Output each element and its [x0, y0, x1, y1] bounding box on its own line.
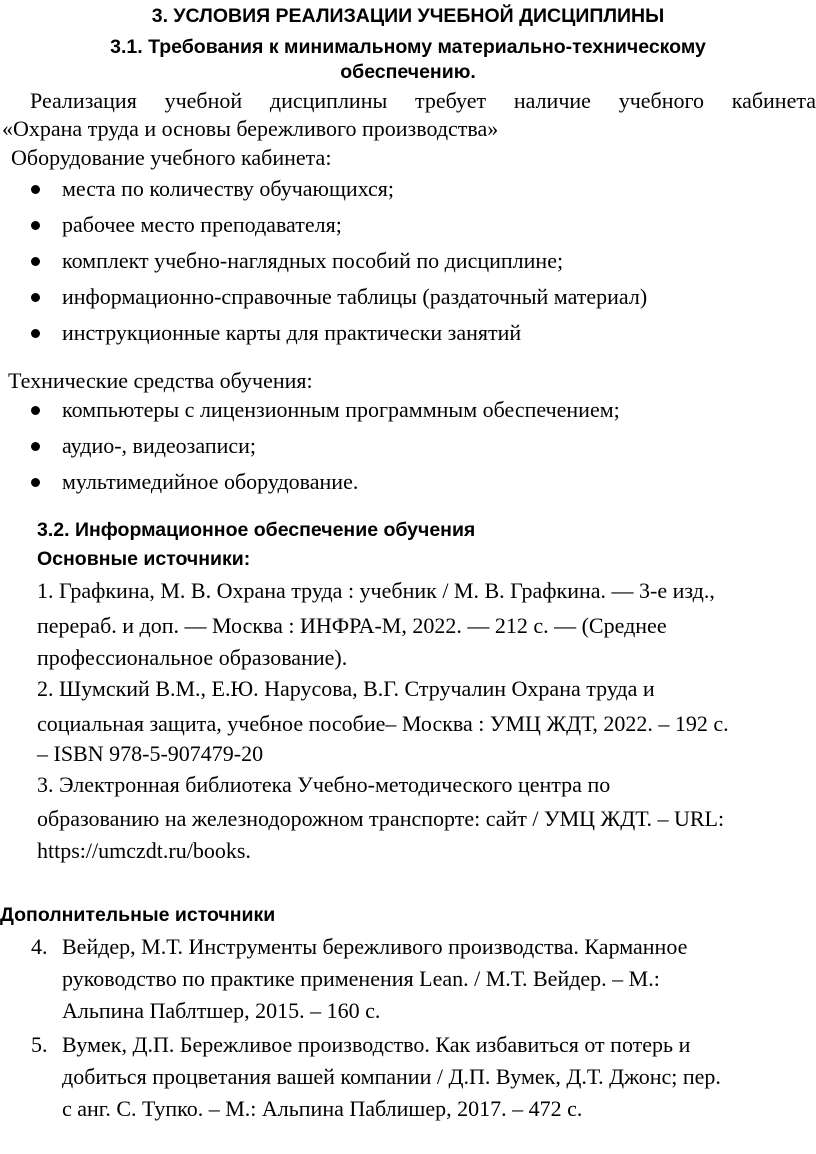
bullet-icon — [31, 293, 40, 302]
bullet-icon — [31, 329, 40, 338]
source-line: добиться процветания вашей компании / Д.П. Вумек, Д.Т. Джонс; пер. — [62, 1064, 721, 1089]
tech-heading: Технические средства обучения: — [8, 368, 313, 393]
bullet-icon — [31, 221, 40, 230]
tech-list — [0, 397, 620, 505]
subsection-3-2-title: 3.2. Информационное обеспечение обучения — [37, 519, 476, 541]
equipment-heading: Оборудование учебного кабинета: — [11, 145, 332, 170]
list-item: места по количеству обучающихся; — [0, 176, 647, 212]
intro-word: кабинета — [731, 88, 816, 113]
main-source-line: социальная защита, учебное пособие– Москва : УМЦ ЖДТ, 2022. – 192 с. — [37, 711, 729, 736]
main-source-line: перераб. и доп. — Москва : ИНФРА-М, 2022. — 212 с. — (Среднее — [37, 613, 667, 638]
equipment-list — [0, 176, 647, 356]
main-source-line: 3. Электронная библиотека Учебно-методического центра по — [37, 772, 611, 797]
bullet-icon — [31, 257, 40, 266]
main-source-line: https://umczdt.ru/books. — [37, 838, 251, 863]
list-item: информационно-справочные таблицы (раздаточный материал) — [0, 284, 647, 320]
list-item: компьютеры с лицензионным программным обеспечением; — [0, 397, 620, 433]
intro-paragraph-line-2: «Охрана труда и основы бережливого производства» — [2, 116, 499, 141]
source-line: руководство по практике применения Lean. / М.Т. Вейдер. – М.: — [62, 966, 660, 991]
main-sources-heading: Основные источники: — [37, 548, 251, 570]
main-source-line: – ISBN 978-5-907479-20 — [37, 741, 264, 766]
main-source-line: образованию на железнодорожном транспорте: сайт / УМЦ ЖДТ. – URL: — [37, 806, 725, 831]
bullet-icon — [31, 442, 40, 451]
intro-word: требует — [415, 88, 487, 113]
main-source-line: 1. Графкина, М. В. Охрана труда : учебник / М. В. Графкина. — 3-е изд., — [37, 578, 715, 603]
list-item: аудио-, видеозаписи; — [0, 433, 620, 469]
additional-sources-heading: Дополнительные источники — [0, 904, 276, 926]
section-title: 3. УСЛОВИЯ РЕАЛИЗАЦИИ УЧЕБНОЙ ДИСЦИПЛИНЫ — [151, 5, 665, 27]
source-line: Вумек, Д.П. Бережливое производство. Как избавиться от потерь и — [62, 1032, 691, 1057]
source-line: с анг. С. Тупко. – М.: Альпина Паблишер, 2017. – 472 с. — [62, 1096, 583, 1121]
list-item: инструкционные карты для практически занятий — [0, 320, 647, 356]
bullet-icon — [31, 478, 40, 487]
intro-word: учебной — [164, 88, 243, 113]
intro-word: наличие — [513, 88, 591, 113]
bullet-icon — [31, 185, 40, 194]
list-number: 4. — [31, 934, 48, 959]
source-line: Вейдер, М.Т. Инструменты бережливого производства. Карманное — [62, 934, 688, 959]
intro-word: Реализация — [30, 88, 137, 113]
main-source-line: профессиональное образование). — [37, 645, 348, 670]
intro-word: дисциплины — [269, 88, 388, 113]
main-source-line: 2. Шумский В.М., Е.Ю. Нарусова, В.Г. Стручалин Охрана труда и — [37, 676, 655, 701]
intro-word: учебного — [618, 88, 704, 113]
list-number: 5. — [31, 1032, 48, 1057]
list-item: рабочее место преподавателя; — [0, 212, 647, 248]
subsection-3-1-title-line-2: обеспечению. — [340, 61, 476, 83]
list-item: комплект учебно-наглядных пособий по дисциплине; — [0, 248, 647, 284]
source-line: Альпина Паблтшер, 2015. – 160 с. — [62, 998, 381, 1023]
subsection-3-1-title-line-1: 3.1. Требования к минимальному материально-техническому — [110, 36, 706, 58]
list-item: мультимедийное оборудование. — [0, 469, 620, 505]
intro-paragraph-line-1 — [30, 88, 816, 114]
bullet-icon — [31, 406, 40, 415]
